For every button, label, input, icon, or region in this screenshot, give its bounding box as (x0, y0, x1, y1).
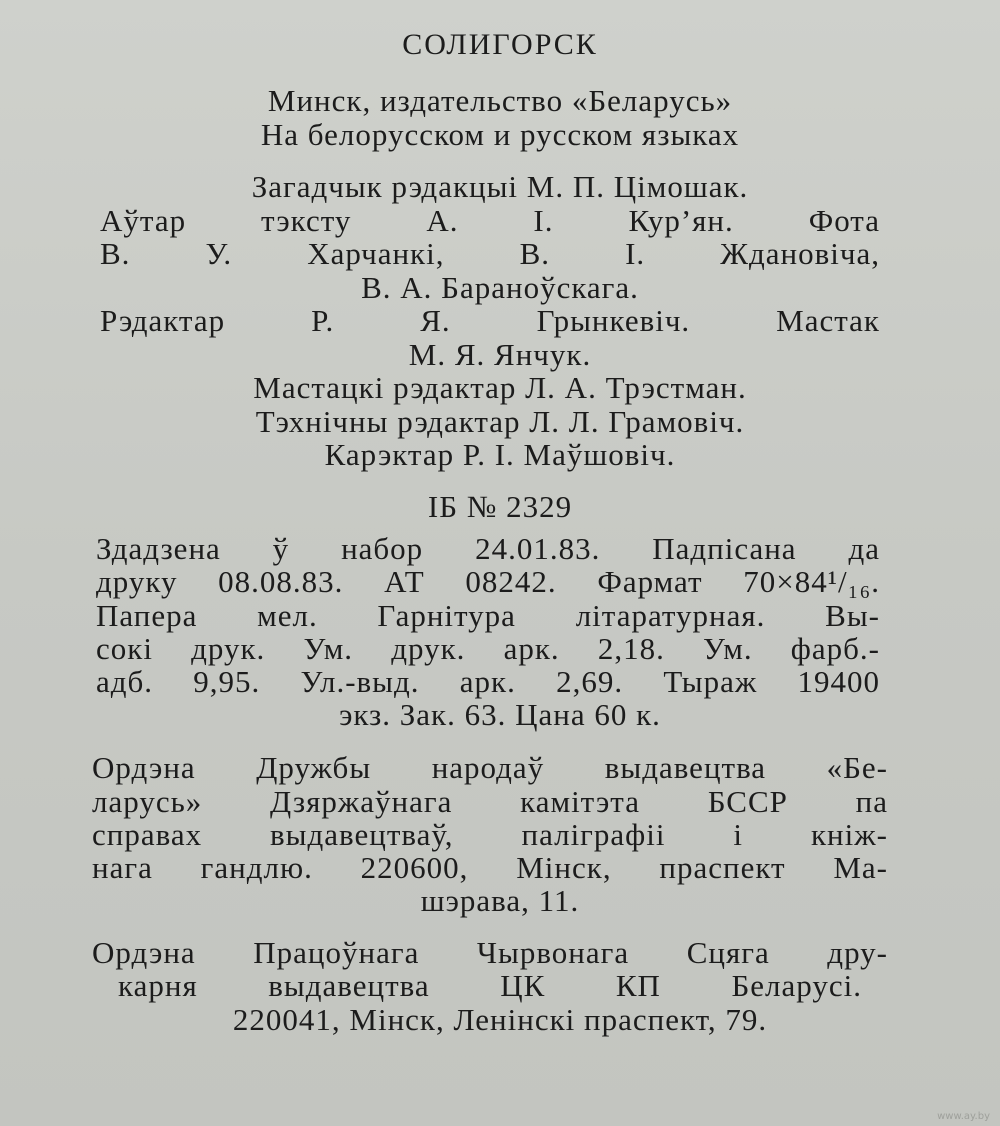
print-detail-line: друку 08.08.83. АТ 08242. Фармат 70×84¹/₁₆. (96, 564, 880, 599)
printer-info-line: карня выдавецтва ЦК КП Беларусі. (118, 968, 862, 1003)
credit-line: Рэдактар Р. Я. Грынкевіч. Мастак (100, 303, 880, 338)
languages-line: На белорусском и русском языках (260, 117, 740, 152)
credit-line: Мастацкі рэдактар Л. А. Трэстман. (253, 370, 747, 405)
print-detail-line: Здадзена ў набор 24.01.83. Падпісана да (96, 531, 880, 566)
publisher-info-line: нага гандлю. 220600, Мінск, праспект Ма- (92, 850, 888, 885)
publisher-info-line: Ордэна Дружбы народаў выдавецтва «Бе- (92, 750, 888, 785)
publisher-info-line: справах выдавецтваў, паліграфіі і кніж- (92, 817, 888, 852)
publisher-line: Минск, издательство «Беларусь» (267, 83, 733, 118)
credit-line: Загадчык рэдакцыі М. П. Цімошак. (251, 169, 749, 204)
printer-info-line: Ордэна Працоўнага Чырвонага Сцяга дру- (92, 935, 888, 970)
print-detail-line: сокі друк. Ум. друк. арк. 2,18. Ум. фарб.- (96, 631, 880, 666)
credit-line: Тэхнічны рэдактар Л. Л. Грамовіч. (255, 404, 745, 439)
credit-line: Аўтар тэксту А. І. Кур’ян. Фота (100, 203, 880, 238)
book-title: СОЛИГОРСК (402, 28, 598, 61)
printer-info-line: 220041, Мінск, Ленінскі праспект, 79. (232, 1002, 768, 1037)
print-detail-line: адб. 9,95. Ул.-выд. арк. 2,69. Тыраж 19400 (96, 664, 880, 699)
print-detail-line: Папера мел. Гарнітура літаратурная. Вы- (96, 598, 880, 633)
watermark: www.ay.by (937, 1111, 990, 1122)
credit-line: М. Я. Янчук. (408, 337, 592, 372)
publisher-info-line: ларусь» Дзяржаўнага камітэта БССР па (92, 784, 888, 819)
ib-number: ІБ № 2329 (427, 489, 573, 524)
credit-line: Карэктар Р. І. Маўшовіч. (324, 437, 676, 472)
credit-line: В. У. Харчанкі, В. І. Ждановіча, (100, 236, 880, 271)
credit-line: В. А. Бараноўскага. (361, 270, 639, 305)
print-detail-line: экз. Зак. 63. Цана 60 к. (339, 697, 661, 732)
publisher-info-line: шэрава, 11. (420, 883, 580, 918)
